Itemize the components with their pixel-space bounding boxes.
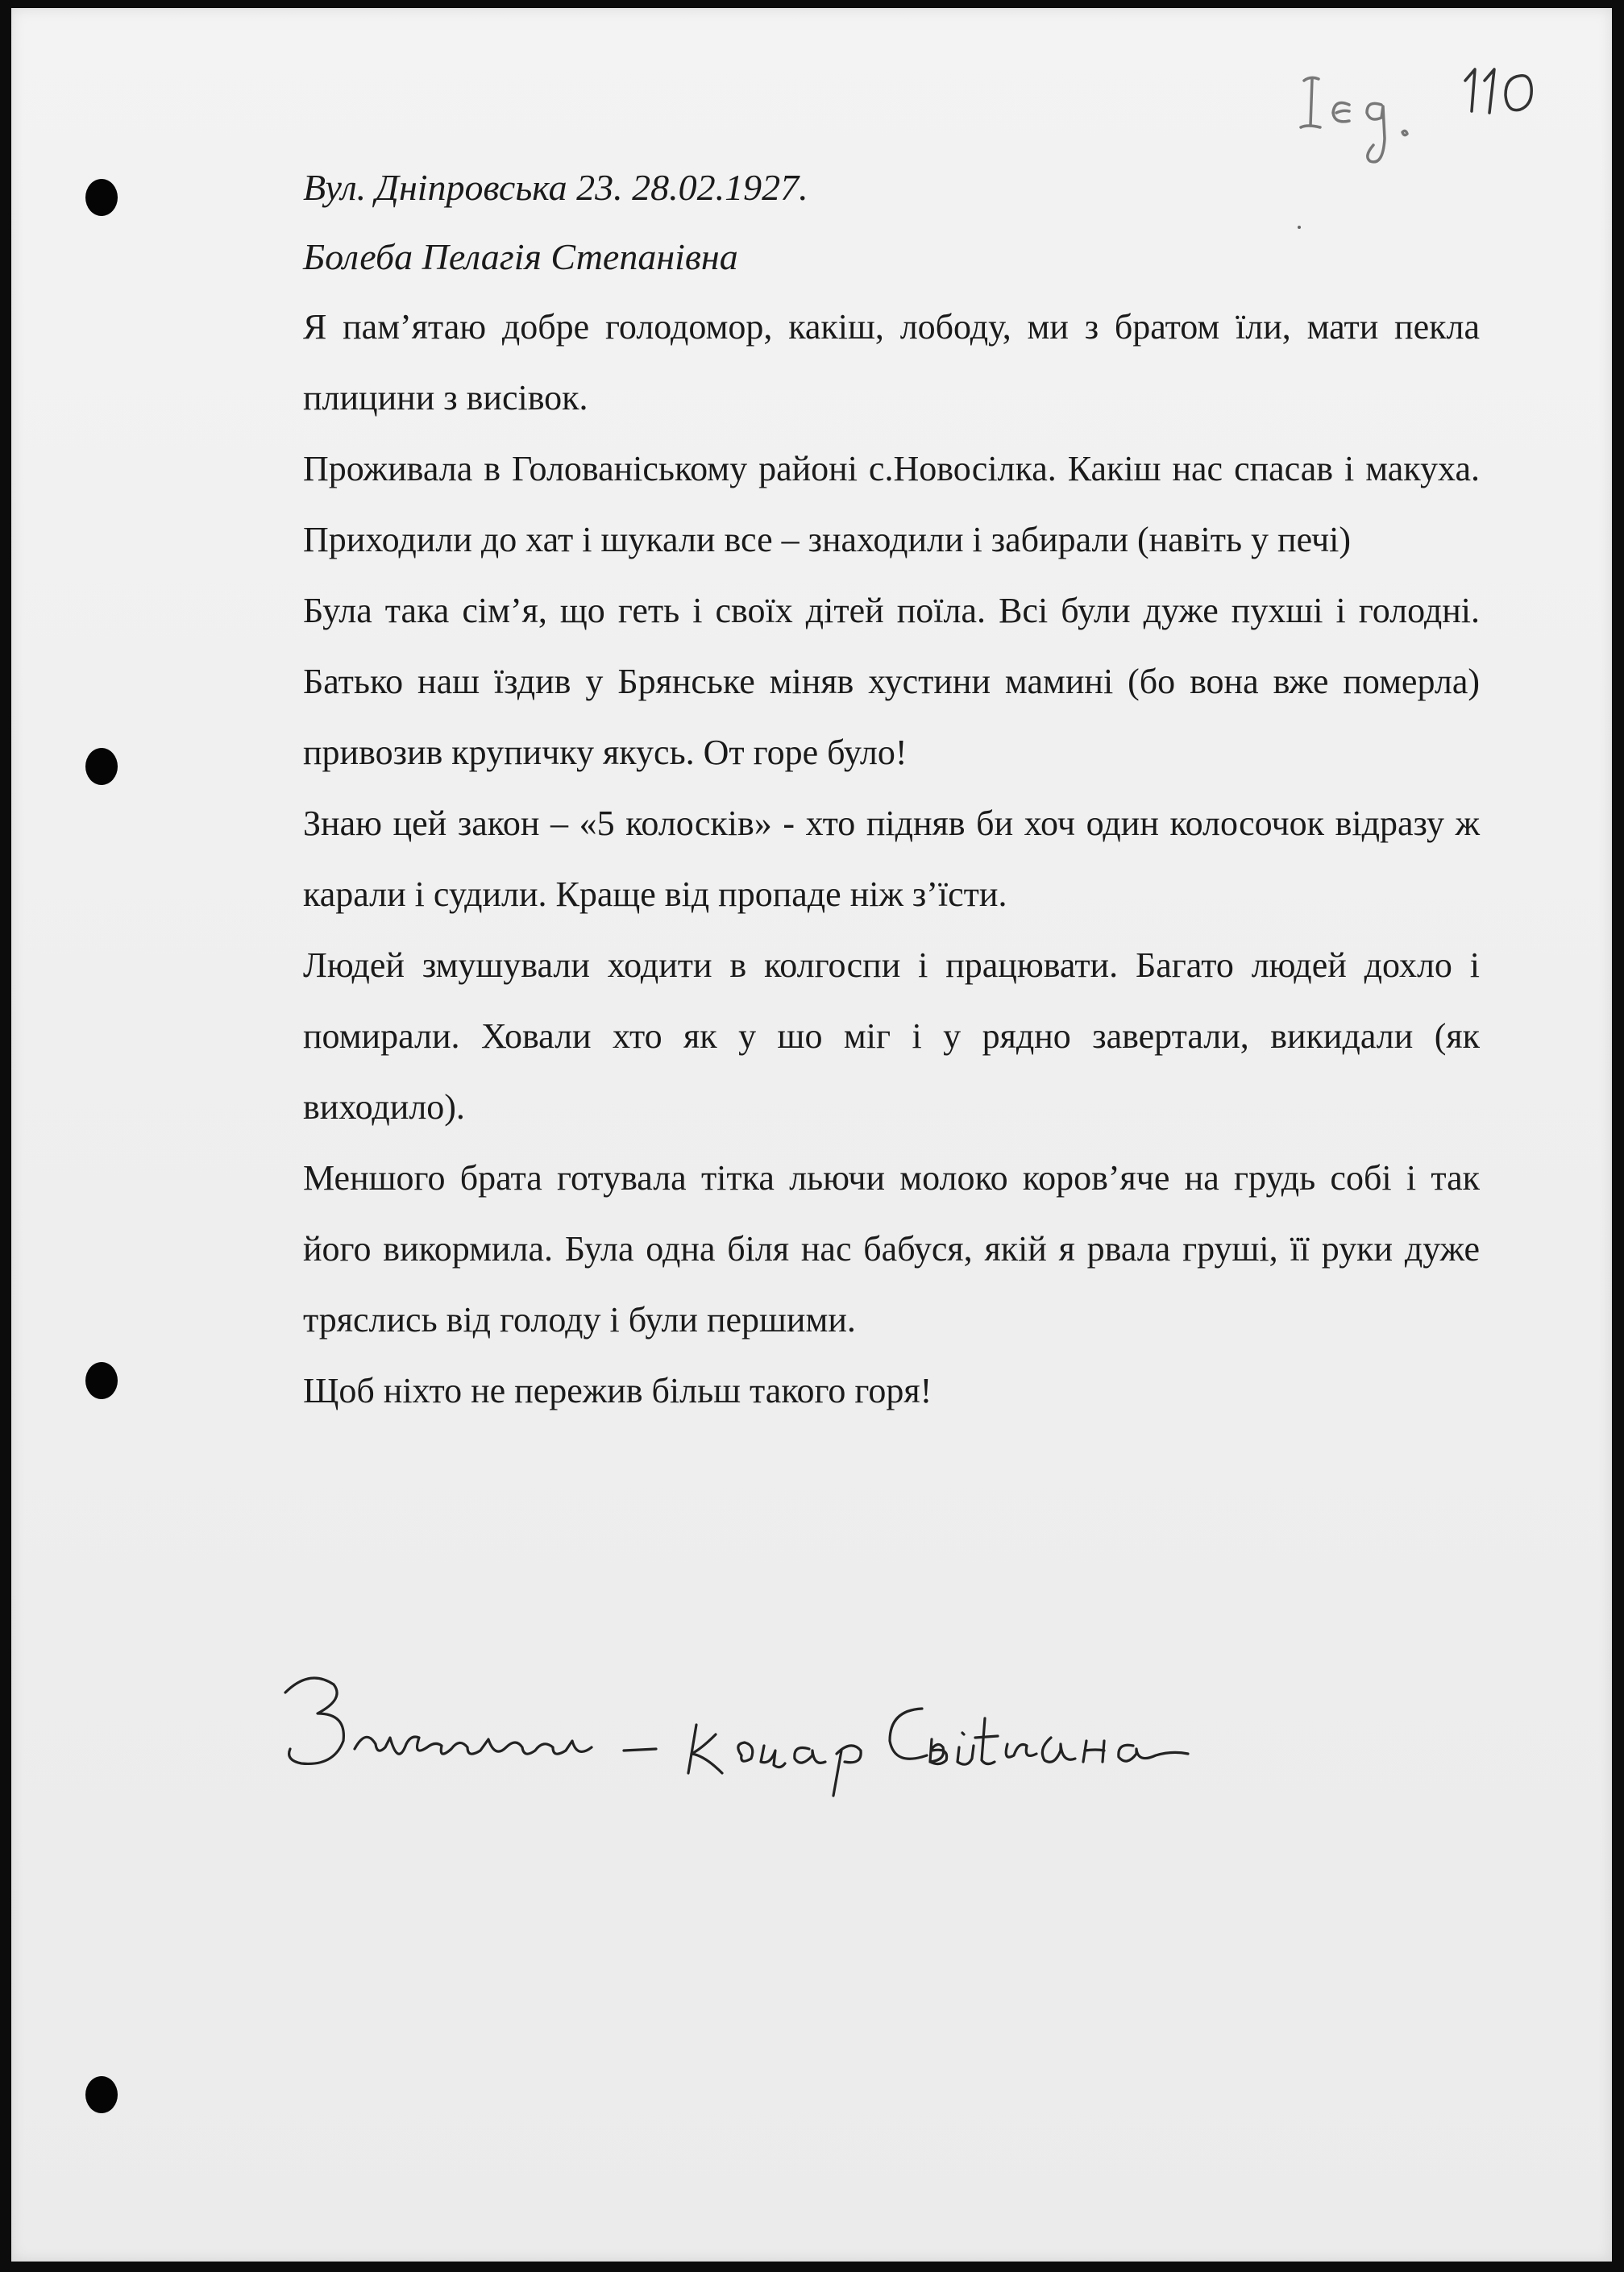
paragraph-2: Проживала в Голованіському районі с.Новосілка. Какіш нас спасав і макуха. Приходили до хат і шукали все – знаходили і забирали (навіть у печі) [303,449,1480,559]
paragraph-1: Я пам’ятаю добре голодомор, какіш, лободу, ми з братом їли, мати пекла плицини з висівок. [303,307,1480,417]
handwritten-signature [277,1660,1204,1821]
paragraph-6: Меншого брата готувала тітка льючи молоко коров’яче на грудь собі і так його викормила. Була одна біля нас бабуся, якій я рвала груші, її руки дуже тряслись від голоду і були першими. [303,1158,1480,1340]
paper-sheet [11,8,1612,2262]
paragraph-4: Знаю цей закон – «5 колосків» - хто підняв би хоч один колосочок відразу ж карали і судили. Краще від пропаде ніж з’їсти. [303,804,1480,914]
punch-hole-1 [85,179,118,216]
punch-hole-3 [85,1362,118,1399]
paragraph-7: Щоб ніхто не пережив більш такого горя! [303,1371,932,1410]
testimony-text [303,153,1480,1427]
author-name: Болеба Пелагія Степанівна [303,236,738,277]
paragraph-3: Була така сім’я, що геть і своїх дітей поїла. Всі були дуже пухші і голодні. Батько наш їздив у Брянське міняв хустини мамині (бо вона вже померла) привозив крупичку якусь. От горе було! [303,591,1480,772]
punch-hole-2 [85,748,118,785]
paragraph-5: Людей змушували ходити в колгоспи і працювати. Багато людей дохло і помирали. Ховали хто як у шо міг і у рядно завертали, викидали (як виходило). [303,945,1480,1127]
punch-hole-4 [85,2076,118,2113]
address-line: Вул. Дніпровська 23. 28.02.1927. [303,167,808,208]
